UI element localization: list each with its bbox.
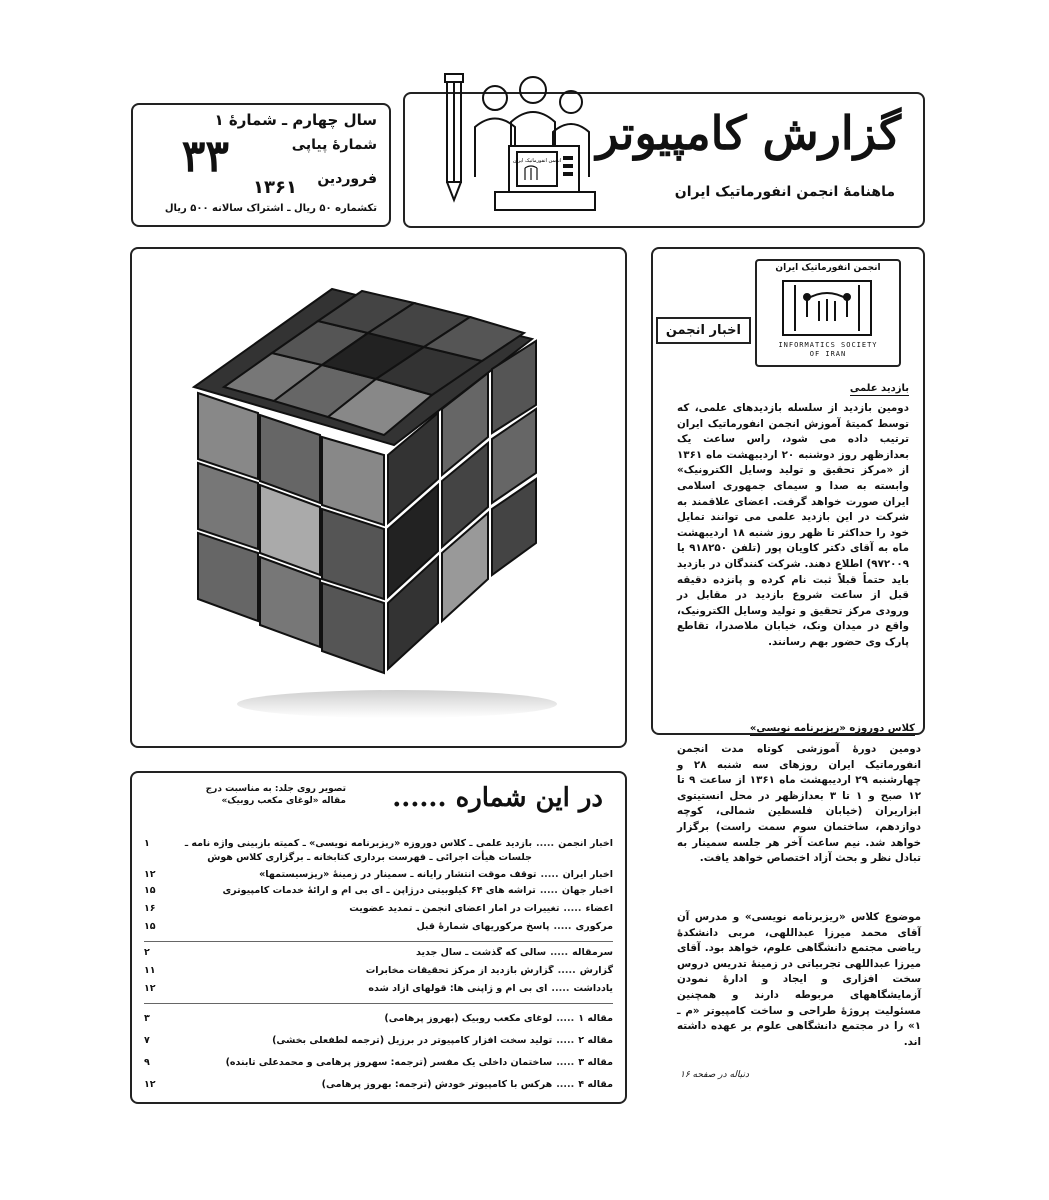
scientific-visit-heading: بازدید علمی: [849, 383, 909, 394]
toc-dots: .....: [553, 921, 572, 932]
toc-section: مقاله ۱: [578, 1013, 613, 1024]
issue-month: فروردین: [317, 171, 377, 187]
toc-row[interactable]: [144, 983, 613, 997]
toc-dots: .....: [563, 903, 582, 914]
toc-section: اخبار جهان: [561, 885, 613, 896]
toc-section: اخبار انجمن: [558, 838, 613, 849]
toc-section: مقاله ۴: [578, 1079, 613, 1090]
toc-section: سرمقاله: [572, 947, 613, 958]
toc-row[interactable]: [144, 837, 613, 863]
issue-year: ۱۳۶۱: [253, 177, 297, 198]
toc-dots: .....: [551, 983, 570, 994]
toc-row[interactable]: [144, 1035, 613, 1049]
computer-family-illustration: [425, 72, 615, 222]
toc-section: مقاله ۲: [578, 1035, 613, 1046]
issue-serial-label: شمارهٔ پیاپی: [291, 137, 377, 153]
workshop-heading: کلاس دوروزه «ریزبرنامه نویسی»: [749, 723, 915, 734]
toc-description: تغییرات در آمار اعضای انجمن ـ تمدید عضویت: [349, 903, 560, 914]
toc-page: ۱: [144, 838, 150, 849]
news-section-tag: اخبار انجمن: [656, 317, 751, 344]
toc-title: در این شماره ......: [392, 783, 603, 813]
toc-description: توقف موقت انتشار رایانه ـ سمینار در زمینهٔ «ریزسیستمها»: [259, 869, 537, 880]
toc-description: آی بی ام و ژاپنی ها: قولهای آزاد شده: [368, 983, 548, 994]
toc-description: تراشه های ۶۴ کیلوبیتی درژاپن ـ آی بی ام و ارائهٔ خدمات کامپیوتری: [222, 885, 536, 896]
toc-description: لوغای مکعب روبیک (بهروز پرهامی): [384, 1013, 553, 1024]
toc-row[interactable]: [144, 869, 613, 883]
toc-page: ۱۱: [144, 965, 156, 976]
toc-page: ۱۲: [144, 869, 156, 880]
rubiks-cube-image: [132, 249, 621, 742]
society-logo-en-line1: INFORMATICS SOCIETY: [778, 341, 878, 349]
issue-year-number: سال چهارم ـ شمارهٔ ۱: [214, 111, 377, 129]
toc-dots: .....: [540, 869, 559, 880]
toc-row[interactable]: [144, 921, 613, 935]
toc-dots: .....: [557, 965, 576, 976]
toc-page: ۱۶: [144, 903, 156, 914]
continued-note: دنباله در صفحه ۱۶: [680, 1070, 749, 1080]
toc-description: پاسخ مرکوریهای شمارهٔ قبل: [416, 921, 550, 932]
toc-section: یادداشت: [573, 983, 613, 994]
workshop-text-1: دومین دورهٔ آموزشی کوتاه مدت انجمن انفورماتیک ایران روزهای سه شنبه ۲۸ و چهارشنبه ۲۹ اردیبهشت ماه ۱۳۶۱ از ساعت ۹ تا ۱۲ صبح و ۱ تا ۳ بعدازظهر در محل انستیتوی ابزاریران (خیابان فلسطین شمالی، کوچه دوازدهم، ساختمان سوم سمت راست) برگزار خواهد شد. نیم ساعت آخر هر جلسه سمینار به تبادل نظر و بحث آزاد اختصاص خواهد یافت.: [677, 743, 921, 865]
toc-dots: .....: [556, 1057, 575, 1068]
toc-row[interactable]: [144, 947, 613, 961]
toc-section: اعضاء: [585, 903, 613, 914]
toc-page: ۱۲: [144, 983, 156, 994]
society-logo: [755, 259, 901, 367]
toc-dots: .....: [556, 1035, 575, 1046]
toc-page: ۲: [144, 947, 150, 958]
toc-section: مرکوری: [575, 921, 613, 932]
toc-divider: [144, 941, 613, 942]
toc-row[interactable]: [144, 1013, 613, 1027]
society-logo-en: [757, 341, 899, 359]
cover-image-box: [130, 247, 627, 748]
toc-description: بازدید علمی ـ کلاس دوروزه «ریزبرنامه نویسی» ـ کمیته بازبینی واژه نامه ـ جلسات هیأت اجرائی ـ فهرست برداری کتابخانه ـ برگزاری کلاس هوش: [184, 838, 533, 863]
society-logo-icon: [777, 277, 877, 339]
toc-page: ۳: [144, 1013, 150, 1024]
issue-info-box: [131, 103, 391, 227]
emblem-text: انجمن انفورماتیک ایران: [512, 158, 562, 164]
toc-row[interactable]: [144, 965, 613, 979]
toc-dots: .....: [556, 1079, 575, 1090]
toc-row[interactable]: [144, 1057, 613, 1071]
magazine-title: گزارش کامپیوتر: [596, 106, 901, 160]
toc-description: هرکس با کامپیوتر خودش (ترجمه: بهروز پرهامی): [321, 1079, 553, 1090]
toc-dots: .....: [550, 947, 569, 958]
society-logo-en-line2: OF IRAN: [809, 350, 847, 358]
workshop-text-2: موضوع کلاس «ریزبرنامه نویسی» و مدرس آن آقای محمد میرزا عبداللهی، مربی دانشکدهٔ ریاضی مجتمع دانشگاهی علوم، خواهد بود. آقای میرزا عبداللهی تجربیاتی در زمینهٔ تدریس دروس سخت افزاری و ایجاد و ادارهٔ نمودن آزمایشگاههای مربوطه دارند و همچنین مسئولیت پروژهٔ طراحی و ساخت کامپیوتر «م ـ ۱» را در مجتمع دانشگاهی علوم بر عهده داشته اند.: [677, 911, 921, 1048]
table-of-contents: [130, 771, 627, 1104]
toc-description: گزارش بازدید از مرکز تحقیقات مخابرات: [365, 965, 554, 976]
toc-dots: .....: [539, 885, 558, 896]
toc-page: ۱۲: [144, 1079, 156, 1090]
society-logo-fa: انجمن انفورماتیک ایران: [775, 263, 881, 273]
toc-section: گزارش: [579, 965, 613, 976]
toc-description: تولید سخت افزار کامپیوتر در برزیل (ترجمه لطفعلی بخشی): [272, 1035, 553, 1046]
issue-serial-number: ۳۳: [181, 131, 229, 182]
masthead: [403, 92, 925, 228]
toc-cover-note: تصویر روی جلد: به مناسبت درج مقاله «لوغای مکعب روبیک»: [205, 784, 346, 806]
society-news-column: [651, 247, 925, 735]
toc-description: سالی که گذشت ـ سال جدید: [415, 947, 547, 958]
toc-row[interactable]: [144, 885, 613, 899]
scientific-visit-text: دومین بازدید از سلسله بازدیدهای علمی، که توسط کمیتهٔ آموزش انجمن انفورماتیک ایران ترتیب داده می شود، راس ساعت یک بعدازظهر روز دوشنبه ۲۰ اردیبهشت ماه ۱۳۶۱ از «مرکز تحقیق و تولید وسایل الکترونیک» وابسته به صدا و سیمای جمهوری اسلامی ایران صورت خواهد گرفت. اعضای علاقمند به شرکت در این بازدید علمی می توانند تمایل خود را حداکثر تا ظهر روز شنبه ۱۸ اردیبهشت ماه به آقای دکتر کاویان پور (تلفن ۹۱۸۲۵۰ یا ۹۷۲۰۰۹) اطلاع دهند. شرکت کنندگان در بازدید باید حتماً قبلاً ثبت نام کرده و پانزده دقیقه قبل از ساعت شروع بازدید در مقابل در ورودی مرکز تحقیق و تولید وسایل الکترونیک، واقع در میدان ونک، خیابان ملاصدرا، تقاطع پارک وی حضور بهم رسانند.: [677, 402, 910, 648]
toc-section: اخبار ایران: [562, 869, 613, 880]
issue-price: تکشماره ۵۰ ریال ـ اشتراک سالانه ۵۰۰ ریال: [164, 203, 377, 214]
toc-page: ۱۵: [144, 885, 156, 896]
toc-row[interactable]: [144, 903, 613, 917]
magazine-subtitle: ماهنامهٔ انجمن انفورماتیک ایران: [674, 184, 895, 200]
toc-section: مقاله ۳: [578, 1057, 613, 1068]
toc-description: ساختمان داخلی یک مفسر (ترجمه: سهروز پرهامی و محمدعلی تابنده): [225, 1057, 553, 1068]
toc-row[interactable]: [144, 1079, 613, 1093]
toc-page: ۹: [144, 1057, 150, 1068]
toc-dots: .....: [536, 838, 555, 849]
toc-dots: .....: [556, 1013, 575, 1024]
toc-page: ۱۵: [144, 921, 156, 932]
toc-divider: [144, 1003, 613, 1004]
toc-page: ۷: [144, 1035, 150, 1046]
